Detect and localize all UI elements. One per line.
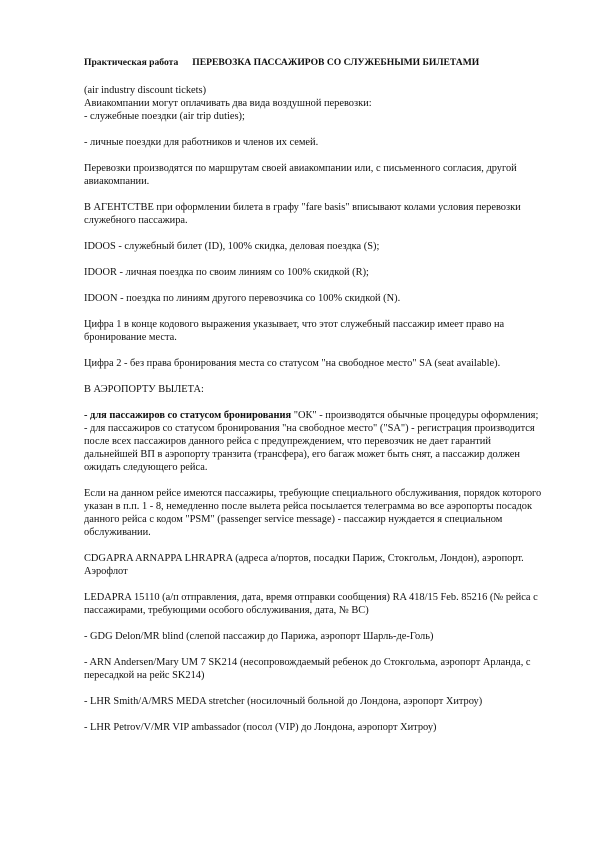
- paragraph-agency: В АГЕНТСТВЕ при оформлении билета в графу "fare basis" вписывают колами условия перевозки служебного пассажира.: [84, 202, 521, 226]
- paragraph-digit-2: Цифра 2 - без права бронирования места со статусом "на свободное место" SA (seat available).: [84, 358, 501, 369]
- document-page: [84, 56, 544, 747]
- document-title: [84, 56, 544, 69]
- paragraph-status: [84, 409, 544, 474]
- paragraph-led: LEDAPRA 15110 (а/п отправления, дата, время отправки сообщения) RA 418/15 Feb. 85216 (№ рейса с пассажирами, требующими особого обслуживания, дата, № ВС): [84, 592, 538, 616]
- paragraph-gdg: - GDG Delon/MR blind (слепой пассажир до Парижа, аэропорт Шарль-де-Голь): [84, 631, 434, 642]
- status-ok-rest: "ОК" - производятся обычные процедуры оформления;: [291, 410, 539, 421]
- paragraph-lhr-smith: - LHR Smith/A/MRS MEDA stretcher (носилочный больной до Лондона, аэропорт Хитроу): [84, 696, 483, 707]
- intro-line-1: (air industry discount tickets): [84, 85, 207, 96]
- status-ok-bold: - для пассажиров со статусом бронирования: [84, 410, 292, 421]
- paragraph-lhr-petrov: - LHR Petrov/V/MR VIP ambassador (посол (VIP) до Лондона, аэропорт Хитроу): [84, 722, 437, 733]
- intro-line-2: Авиакомпании могут оплачивать два вида воздушной перевозки:: [84, 98, 372, 109]
- paragraph-routes: Перевозки производятся по маршрутам своей авиакомпании или, с письменного согласия, другой авиакомпании.: [84, 163, 517, 187]
- paragraph-personal-trips: - личные поездки для работников и членов их семей.: [84, 137, 319, 148]
- title-heading: ПЕРЕВОЗКА ПАССАЖИРОВ СО СЛУЖЕБНЫМИ БИЛЕТАМИ: [192, 57, 480, 68]
- paragraph-idoor: IDOOR - личная поездка по своим линиям со 100% скидкой (R);: [84, 267, 369, 278]
- intro-paragraph: [84, 84, 544, 123]
- paragraph-idoos: IDOOS - служебный билет (ID), 100% скидка, деловая поездка (S);: [84, 241, 380, 252]
- intro-line-3: - служебные поездки (air trip duties);: [84, 111, 245, 122]
- paragraph-digit-1: Цифра 1 в конце кодового выражения указывает, что этот служебный пассажир имеет право на бронирование места.: [84, 319, 505, 343]
- title-label: Практическая работа: [84, 57, 179, 68]
- paragraph-addresses: CDGAPRA ARNAPPA LHRAPRA (адреса а/портов, посадки Париж, Стокгольм, Лондон), аэропорт. Аэрофлот: [84, 553, 524, 577]
- paragraph-arn: - ARN Andersen/Mary UM 7 SK214 (несопровождаемый ребенок до Стокгольма, аэропорт Арланда, с пересадкой на рейс SK214): [84, 657, 531, 681]
- status-sa: - для пассажиров со статусом бронирования "на свободное место" ("SA") - регистрация производится после всех пассажиров данного рейса с предупреждением, что перевозчик не дает гарантий дальнейшей ВП в аэропорту транзита (трансфера), его багаж может быть снят, а пассажир должен ожидать следующего рейса.: [84, 423, 535, 473]
- paragraph-idoon: IDOON - поездка по линиям другого перевозчика со 100% скидкой (N).: [84, 293, 401, 304]
- paragraph-airport-heading: В АЭРОПОРТУ ВЫЛЕТА:: [84, 384, 204, 395]
- paragraph-special-service: Если на данном рейсе имеются пассажиры, требующие специального обслуживания, порядок которого указан в п.п. 1 - 8, немедленно после вылета рейса посылается телеграмма во все аэропорты посадок данного рейса с кодом "PSM" (passenger service message) - пассажир нуждается я специальном обслуживании.: [84, 488, 542, 538]
